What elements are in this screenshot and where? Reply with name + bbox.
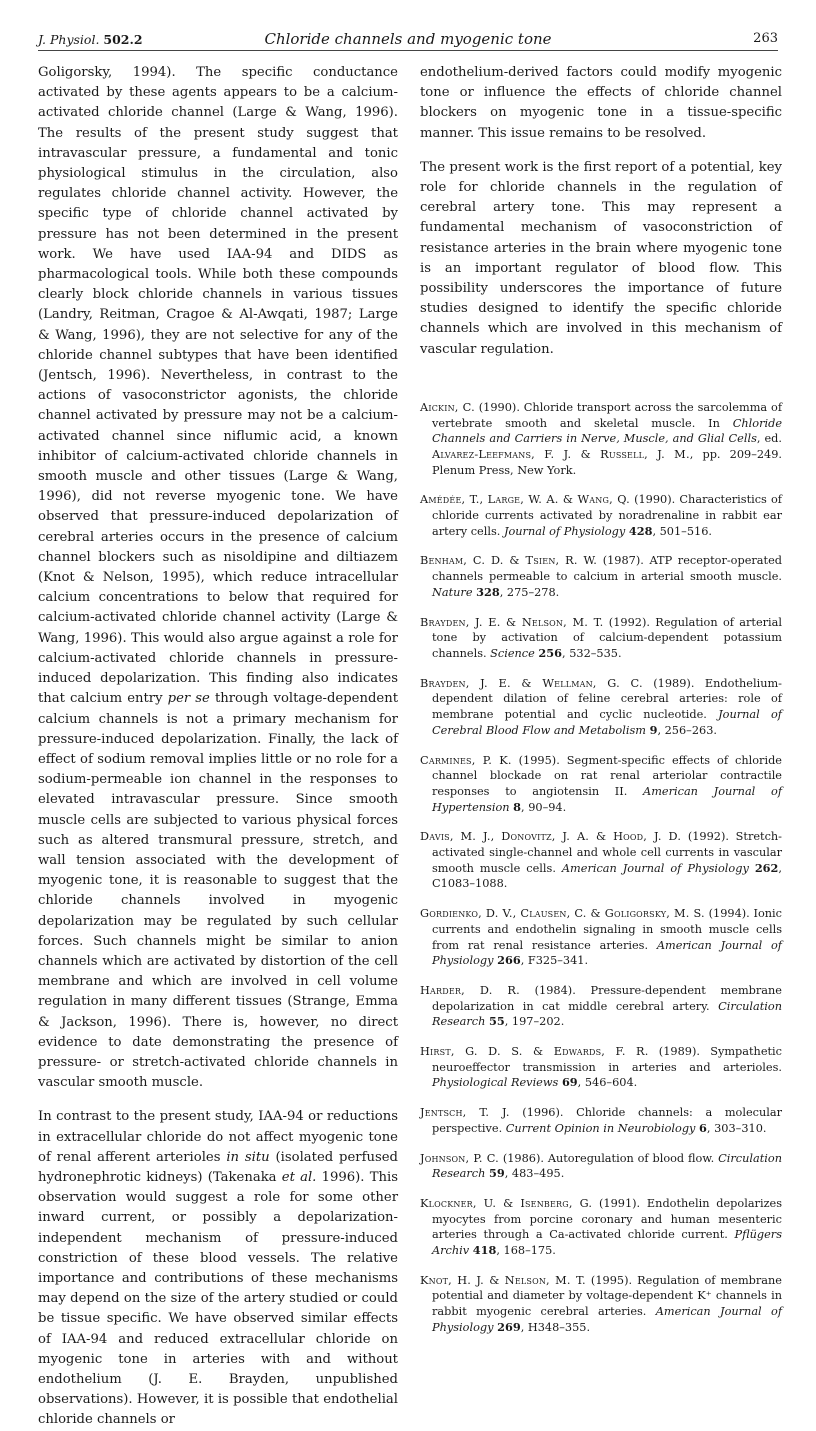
reference-volume: 59: [489, 1166, 505, 1181]
reference-item: [420, 492, 782, 539]
reference-title: (1989). Sympathetic neuroeffector transmission in arteries and arterioles.: [432, 1045, 782, 1074]
reference-authors: Amédée, T., Large, W. A. & Wang, Q.: [420, 493, 630, 507]
reference-pages: , 168–175.: [496, 1244, 556, 1258]
reference-item: [420, 1273, 782, 1336]
reference-journal: Pflügers Archiv: [432, 1228, 782, 1258]
reference-authors: Hirst, G. D. S. & Edwards, F. R.: [420, 1045, 649, 1059]
reference-journal: Nature: [432, 585, 473, 599]
reference-item: [420, 753, 782, 816]
reference-journal: Journal of Physiology: [503, 524, 626, 538]
reference-volume: 418: [472, 1243, 497, 1258]
reference-authors: Knot, H. J. & Nelson, M. T.: [420, 1273, 586, 1287]
reference-title: (1986). Autoregulation of blood flow.: [498, 1151, 719, 1165]
right-column: [420, 63, 782, 1336]
reference-volume: 266: [497, 953, 521, 968]
reference-item: [420, 1151, 782, 1182]
reference-volume: 262: [754, 860, 779, 875]
reference-journal: Circulation Research: [432, 999, 782, 1029]
reference-pages: , 90–94.: [521, 800, 567, 814]
reference-pages: , 303–310.: [706, 1121, 767, 1135]
reference-title: (1987). ATP receptor-operated channels permeable to calcium in arterial smooth muscle.: [432, 554, 782, 584]
reference-journal: American Journal of Physiology: [561, 861, 749, 875]
reference-title: (1990). Characteristics of chloride currents activated by noradrenaline in rabbit ear artery cells.: [432, 493, 782, 538]
reference-journal: Chloride Channels and Carriers in Nerve, Muscle, and Glial Cells: [432, 416, 782, 446]
reference-authors: Harder, D. R.: [420, 983, 520, 997]
running-header: [38, 30, 778, 51]
reference-authors: Klockner, U. & Isenberg, G.: [420, 1196, 593, 1210]
reference-journal: Science: [490, 646, 535, 660]
journal-name: J. Physiol.: [38, 32, 100, 47]
reference-authors: Benham, C. D. & Tsien, R. W.: [420, 554, 598, 568]
reference-authors: Gordienko, D. V., Clausen, C. & Goligorsky, M. S.: [420, 907, 705, 921]
reference-pages: , F325–341.: [520, 954, 589, 968]
reference-pages: , 275–278.: [499, 585, 560, 599]
reference-editors: Alvarez-Leefmans, F. J. & Russell, J. M.: [432, 447, 690, 461]
discussion-paragraph-1: Goligorsky, 1994). The specific conductance activated by these agents appears to be a calcium-activated chloride channel (Large & Wang, 1996). The results of the present study suggest that intravascular pressure, a fundamental and tonic physiological stimulus in the circulation, also regulates chloride channel activity. However, the specific type of chloride channel activated by pressure has not been determined in the present work. We have used IAA-94 and DIDS as pharmacological tools. While both these compounds clearly block chloride channels in various tissues (Landry, Reitman, Cragoe & Al-Awqati, 1987; Large & Wang, 1996), they are not selective for any of the chloride channel subtypes that have been identified (Jentsch, 1996). Nevertheless, in contrast to the actions of vasoconstrictor agonists, the chloride channel activated by pressure may not be a calcium-activated channel since niflumic acid, a known inhibitor of calcium-activated chloride channels in smooth muscle and other tissues (Large & Wang, 1996), did not reverse myogenic tone. We have observed that pressure-induced depolarization of cerebral arteries occurs in the presence of calcium channel blockers such as nisoldipine and diltiazem (Knot & Nelson, 1995), which reduce intracellular calcium concentrations to below that required for calcium-activated chloride channel activity (Large & Wang, 1996). This would also argue against a role for calcium-activated chloride channels in pressure-induced depolarization. This finding also indicates that calcium entry per se through voltage-dependent calcium channels is not a primary mechanism for pressure-induced depolarization. Finally, the lack of effect of sodium removal implies little or no role for a sodium-permeable ion channel in the responses to elevated intravascular pressure. Since smooth muscle cells are subjected to various physical forces such as altered transmural pressure, stretch, and wall tension associated with the development of myogenic tone, it is reasonable to suggest that the chloride channels involved in myogenic depolarization may be regulated by such cellular forces. Such channels might be similar to anion channels which are activated by distortion of the cell membrane and which are involved in cell volume regulation in many different tissues (Strange, Emma & Jackson, 1996). There is, however, no direct evidence to date demonstrating the presence of pressure- or stretch-activated chloride channels in vascular smooth muscle.: [38, 65, 398, 1091]
discussion-paragraph-2: In contrast to the present study, IAA-94 or reductions in extracellular chloride do not affect myogenic tone of renal afferent arterioles in situ (isolated perfused hydronephrotic kidneys) (Takenaka et al. 1996). This observation would suggest a role for some other inward current, or possibly a depolarization-independent mechanism of pressure-induced constriction of these blood vessels. The relative importance and contributions of these mechanisms may depend on the size of the artery studied or could be tissue specific. We have observed similar effects of IAA-94 and reduced extracellular chloride on myogenic tone in arteries with and without endothelium (J. E. Brayden, unpublished observations). However, it is possible that endothelial chloride channels or: [38, 1109, 398, 1428]
reference-journal: American Journal of Physiology: [432, 938, 782, 968]
reference-title: (1984). Pressure-dependent membrane depolarization in cat middle cerebral artery.: [432, 983, 782, 1013]
reference-journal: Current Opinion in Neurobiology: [505, 1121, 696, 1135]
reference-authors: Johnson, P. C.: [420, 1151, 499, 1165]
page-number: 263: [753, 31, 778, 46]
reference-connector: , ed.: [756, 432, 783, 446]
reference-item: [420, 615, 782, 662]
reference-pages: , 532–535.: [562, 646, 622, 660]
reference-title: (1995). Regulation of membrane potential and diameter by voltage-dependent K⁺ channels in rabbit myogenic cerebral arteries.: [432, 1273, 782, 1319]
discussion-paragraph-3: endothelium-derived factors could modify myogenic tone or influence the effects of chloride channel blockers on myogenic tone in a tissue-specific manner. This issue remains to be resolved.: [420, 65, 782, 141]
reference-pages: , 197–202.: [504, 1015, 565, 1029]
reference-pages: , 256–263.: [657, 723, 717, 737]
reference-pages: , 546–604.: [577, 1076, 638, 1090]
reference-pages: , pp. 209–249. Plenum Press, New York.: [432, 447, 782, 477]
reference-item: [420, 983, 782, 1030]
reference-title: (1992). Regulation of arterial tone by activation of calcium-dependent potassium channels.: [432, 615, 782, 660]
reference-volume: 269: [497, 1319, 521, 1334]
reference-pages: , H348–355.: [520, 1320, 591, 1334]
reference-title: (1992). Stretch-activated single-channel and whole cell currents in vascular smooth muscle cells.: [432, 830, 782, 875]
reference-title: (1996). Chloride channels: a molecular perspective.: [432, 1106, 782, 1135]
reference-volume: 6: [699, 1120, 707, 1135]
journal-volume: 502.2: [103, 32, 143, 47]
conclusion-paragraph: The present work is the first report of a potential, key role for chloride channels in the regulation of cerebral artery tone. This may represent a fundamental mechanism of vasoconstriction of resistance arteries in the brain where myogenic tone is an important regulator of blood flow. This possibility underscores the importance of future studies designed to identify the specific chloride channels which are involved in this mechanism of vascular regulation.: [420, 159, 782, 357]
reference-item: [420, 400, 782, 479]
reference-volume: 69: [561, 1075, 578, 1090]
reference-item: [420, 1044, 782, 1091]
reference-list: [420, 400, 782, 1336]
reference-journal: Physiological Reviews: [432, 1076, 559, 1090]
reference-volume: 9: [649, 722, 658, 737]
reference-authors: Davis, M. J., Donovitz, J. A. & Hood, J. D.: [420, 830, 682, 844]
reference-journal: American Journal of Physiology: [432, 1305, 783, 1334]
reference-authors: Aickin, C.: [420, 400, 475, 414]
reference-journal: Circulation Research: [432, 1151, 782, 1181]
reference-title: (1995). Segment-specific effects of chloride channel blockade on rat renal arteriolar contractile responses to angiotensin II.: [432, 753, 782, 798]
reference-item: [420, 829, 782, 892]
reference-authors: Jentsch, T. J.: [420, 1106, 510, 1120]
reference-pages: , 483–495.: [504, 1167, 565, 1181]
reference-volume: 8: [513, 799, 522, 814]
reference-pages: , C1083–1088.: [432, 861, 782, 891]
reference-title: (1989). Endothelium-dependent dilation of feline cerebral arteries: role of membrane potential and cyclic nucleotide.: [432, 676, 782, 722]
reference-volume: 328: [476, 584, 500, 599]
running-title: Chloride channels and myogenic tone: [264, 30, 552, 48]
reference-item: [420, 676, 782, 739]
reference-volume: 55: [489, 1014, 505, 1029]
reference-item: [420, 1196, 782, 1259]
reference-volume: 256: [538, 645, 563, 660]
reference-pages: , 501–516.: [652, 524, 712, 538]
reference-title: (1994). Ionic currents and endothelin signaling in smooth muscle cells from rat renal resistance arteries.: [432, 907, 782, 952]
reference-item: [420, 553, 782, 600]
reference-item: [420, 906, 782, 969]
reference-authors: Carmines, P. K.: [420, 753, 512, 767]
reference-title: (1991). Endothelin depolarizes myocytes from porcine coronary and human mesenteric arteries through a Ca-activated chloride current.: [432, 1196, 782, 1242]
left-column: [38, 63, 398, 1431]
reference-volume: 428: [628, 523, 653, 538]
reference-journal: American Journal of Hypertension: [432, 784, 782, 814]
reference-authors: Brayden, J. E. & Nelson, M. T.: [420, 615, 604, 629]
reference-title: (1990). Chloride transport across the sarcolemma of vertebrate smooth and skeletal muscle. In: [432, 400, 782, 430]
reference-journal: Journal of Cerebral Blood Flow and Metabolism: [432, 708, 782, 737]
reference-authors: Brayden, J. E. & Wellman, G. C.: [420, 676, 643, 690]
